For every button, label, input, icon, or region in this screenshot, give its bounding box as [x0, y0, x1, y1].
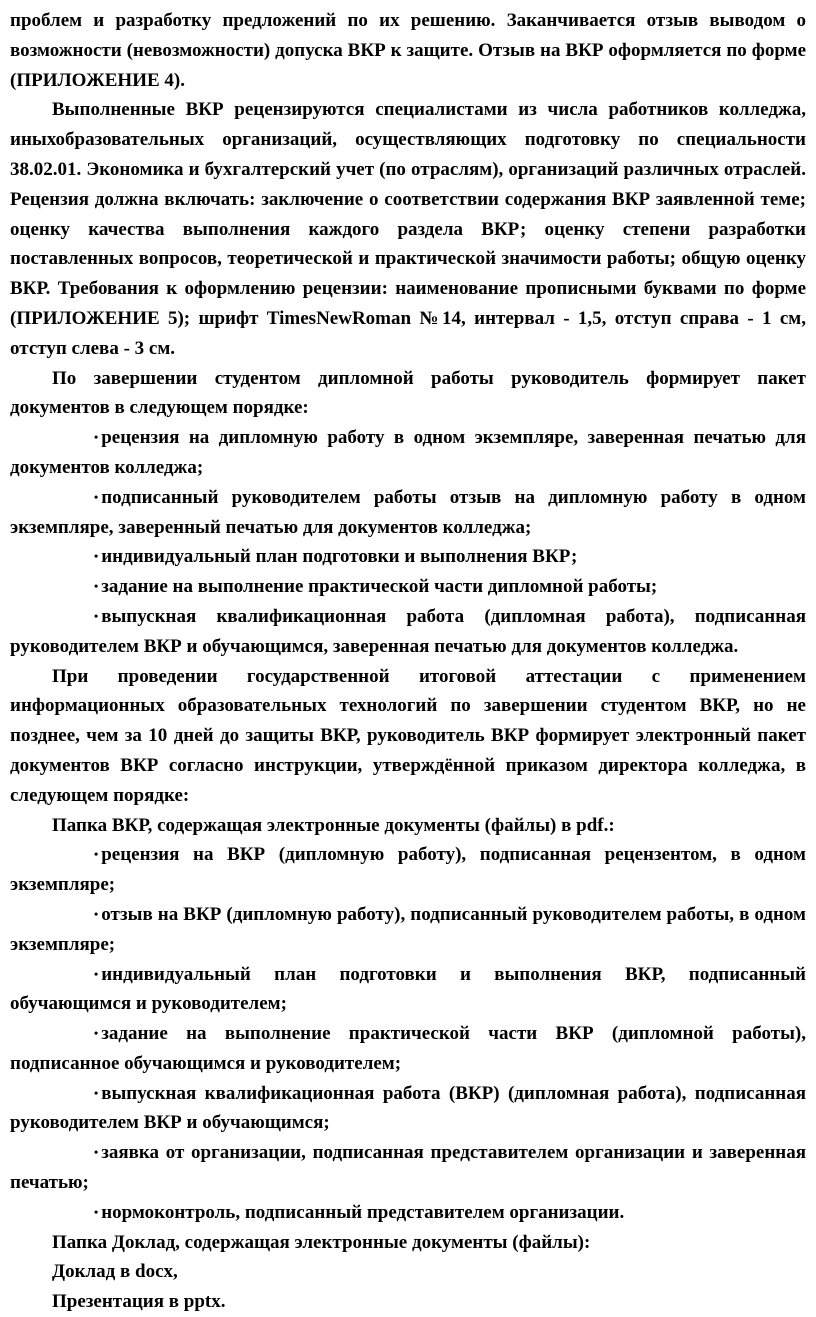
bullet-icon: •: [94, 1145, 99, 1160]
list-item-package: [10, 423, 806, 483]
report-file-pptx: Презентация в pptx.: [52, 1291, 226, 1313]
list-item-text: нормоконтроль, подписанный представителем организации.: [101, 1201, 625, 1223]
bullet-icon: •: [94, 966, 99, 981]
paragraph-review-end: проблем и разработку предложений по их решению. Заканчивается отзыв выводом о возможности (невозможности) допуска ВКР к защите. Отзыв на ВКР оформляется по форме (ПРИЛОЖЕНИЕ 4).: [10, 10, 806, 91]
report-folder-title: Папка Доклад, содержащая электронные документы (файлы):: [52, 1231, 591, 1253]
list-item-package: [10, 483, 806, 543]
bullet-icon: •: [94, 608, 99, 623]
list-item-text: выпускная квалификационная работа (дипломная работа), подписанная руководителем ВКР и обучающимся, заверенная печатью для документов колледжа.: [10, 605, 806, 657]
list-item-vkr-folder: [10, 1138, 806, 1198]
list-item-vkr-folder: [10, 960, 806, 1020]
list-item-package: [10, 542, 806, 572]
list-item-vkr-folder: [10, 1198, 806, 1228]
bullet-icon: •: [94, 906, 99, 921]
list-item-text: индивидуальный план подготовки и выполнения ВКР, подписанный обучающимся и руководителем;: [10, 963, 806, 1015]
list-item-vkr-folder: [10, 1079, 806, 1139]
list-item-text: рецензия на дипломную работу в одном экземпляре, заверенная печатью для документов колледжа;: [10, 427, 806, 478]
list-item-text: задание на выполнение практической части ВКР (дипломной работы), подписанное обучающимся и руководителем;: [10, 1023, 806, 1074]
bullet-icon: •: [94, 1085, 99, 1100]
paragraph-review-requirements: Выполненные ВКР рецензируются специалистами из числа работников колледжа, иныхобразовательных организаций, осуществляющих подготовку по специальности 38.02.01. Экономика и бухгалтерский учет (по отраслям), организаций различных отраслей. Рецензия должна включать: заключение о соответствии содержания ВКР заявленной теме; оценку качества выполнения каждого раздела ВКР; оценку степени разработки поставленных вопросов, теоретической и практической значимости работы; общую оценку ВКР. Требования к оформлению рецензии: наименование прописными буквами по форме (ПРИЛОЖЕНИЕ 5); шрифт TimesNewRoman №14, интервал - 1,5, отступ справа - 1 см, отступ слева - 3 см.: [10, 99, 806, 359]
bullet-icon: •: [94, 847, 99, 862]
bullet-icon: •: [94, 489, 99, 504]
bullet-icon: •: [94, 430, 99, 445]
bullet-icon: •: [94, 579, 99, 594]
list-item-text: задание на выполнение практической части дипломной работы;: [101, 576, 658, 598]
list-item-text: рецензия на ВКР (дипломную работу), подписанная рецензентом, в одном экземпляре;: [10, 844, 806, 896]
bullet-icon: •: [94, 1026, 99, 1041]
list-item-vkr-folder: [10, 1019, 806, 1079]
list-item-text: выпускная квалификационная работа (ВКР) (дипломная работа), подписанная руководителем ВКР и обучающимся;: [10, 1082, 806, 1134]
list-item-package: [10, 602, 806, 662]
paragraph-package-intro: По завершении студентом дипломной работы руководитель формирует пакет документов в следующем порядке:: [10, 367, 806, 419]
list-item-text: индивидуальный план подготовки и выполнения ВКР;: [101, 546, 578, 568]
list-item-text: заявка от организации, подписанная представителем организации и заверенная печатью;: [10, 1142, 806, 1194]
list-item-vkr-folder: [10, 900, 806, 960]
list-item-text: подписанный руководителем работы отзыв на дипломную работу в одном экземпляре, заверенный печатью для документов колледжа;: [10, 486, 806, 538]
bullet-icon: •: [94, 549, 99, 564]
bullet-icon: •: [94, 1204, 99, 1219]
paragraph-electronic-intro: При проведении государственной итоговой аттестации с применением информационных образовательных технологий по завершении студентом ВКР, но не позднее, чем за 10 дней до защиты ВКР, руководитель ВКР формирует электронный пакет документов ВКР согласно инструкции, утверждённой приказом директора колледжа, в следующем порядке:: [10, 665, 806, 806]
list-item-text: отзыв на ВКР (дипломную работу), подписанный руководителем работы, в одном экземпляре;: [10, 903, 806, 955]
report-file-docx: Доклад в docx,: [52, 1261, 178, 1283]
vkr-folder-title: Папка ВКР, содержащая электронные документы (файлы) в pdf.:: [52, 814, 615, 836]
list-item-vkr-folder: [10, 840, 806, 900]
list-item-package: [10, 572, 806, 602]
